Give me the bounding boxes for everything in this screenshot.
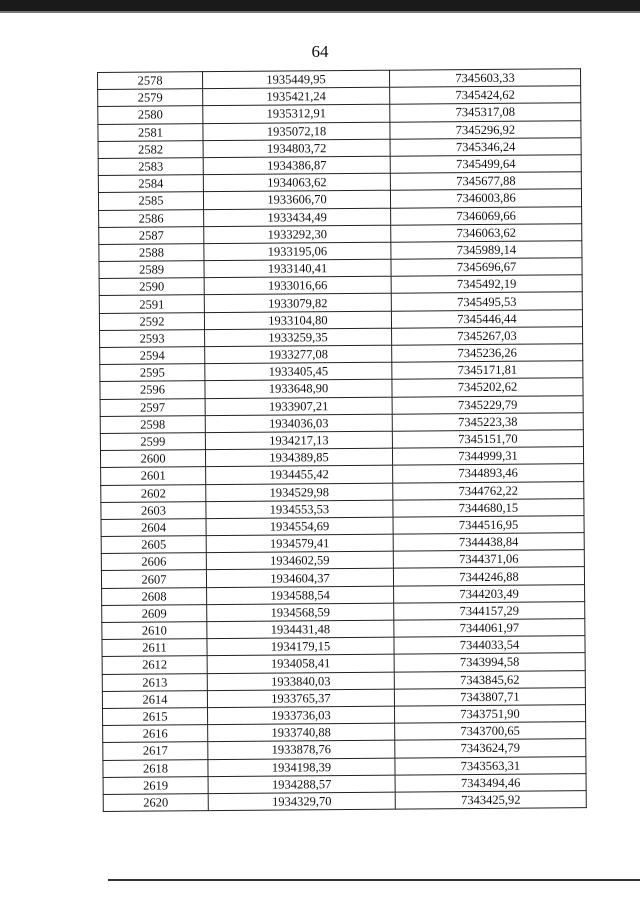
point-number-cell: 2605 xyxy=(101,536,206,554)
point-number-cell: 2583 xyxy=(98,158,203,176)
y-coordinate-cell: 7345495,53 xyxy=(391,292,582,311)
x-coordinate-cell: 1934389,85 xyxy=(205,448,392,467)
x-coordinate-cell: 1933736,03 xyxy=(207,706,394,725)
point-number-cell: 2594 xyxy=(100,347,205,365)
x-coordinate-cell: 1933195,06 xyxy=(204,242,391,261)
x-coordinate-cell: 1934431,48 xyxy=(207,620,394,639)
y-coordinate-cell: 7343845,62 xyxy=(394,670,585,689)
point-number-cell: 2611 xyxy=(102,639,207,657)
coordinates-table xyxy=(97,68,587,812)
y-coordinate-cell: 7345603,33 xyxy=(389,69,580,88)
point-number-cell: 2593 xyxy=(100,329,205,347)
point-number-cell: 2612 xyxy=(102,656,207,674)
x-coordinate-cell: 1933840,03 xyxy=(207,672,394,691)
point-number-cell: 2617 xyxy=(103,742,208,760)
point-number-cell: 2614 xyxy=(102,690,207,708)
x-coordinate-cell: 1934288,57 xyxy=(208,775,395,794)
x-coordinate-cell: 1933878,76 xyxy=(208,740,395,759)
y-coordinate-cell: 7344033,54 xyxy=(394,636,585,655)
x-coordinate-cell: 1934198,39 xyxy=(208,758,395,777)
y-coordinate-cell: 7343751,90 xyxy=(394,705,585,724)
y-coordinate-cell: 7343425,92 xyxy=(395,791,586,810)
x-coordinate-cell: 1933104,80 xyxy=(204,311,391,330)
point-number-cell: 2599 xyxy=(100,433,205,451)
scan-bottom-line xyxy=(108,879,640,881)
x-coordinate-cell: 1934553,53 xyxy=(206,500,393,519)
point-number-cell: 2613 xyxy=(102,673,207,691)
point-number-cell: 2588 xyxy=(99,244,204,262)
x-coordinate-cell: 1934588,54 xyxy=(207,586,394,605)
y-coordinate-cell: 7343807,71 xyxy=(394,687,585,706)
point-number-cell: 2598 xyxy=(100,415,205,433)
table-row xyxy=(103,791,586,812)
point-number-cell: 2578 xyxy=(98,72,203,90)
point-number-cell: 2589 xyxy=(99,261,204,279)
y-coordinate-cell: 7346003,86 xyxy=(390,189,581,208)
point-number-cell: 2579 xyxy=(98,89,203,107)
point-number-cell: 2616 xyxy=(103,725,208,743)
y-coordinate-cell: 7345202,62 xyxy=(392,378,583,397)
x-coordinate-cell: 1933907,21 xyxy=(205,397,392,416)
y-coordinate-cell: 7344999,31 xyxy=(392,447,583,466)
point-number-cell: 2585 xyxy=(98,192,203,210)
x-coordinate-cell: 1933765,37 xyxy=(207,689,394,708)
x-coordinate-cell: 1933259,35 xyxy=(205,328,392,347)
coordinates-table-wrapper xyxy=(97,68,583,812)
y-coordinate-cell: 7343624,79 xyxy=(395,739,586,758)
y-coordinate-cell: 7346063,62 xyxy=(391,223,582,242)
x-coordinate-cell: 1933740,88 xyxy=(208,723,395,742)
x-coordinate-cell: 1933277,08 xyxy=(205,345,392,364)
x-coordinate-cell: 1933648,90 xyxy=(205,380,392,399)
point-number-cell: 2602 xyxy=(101,484,206,502)
x-coordinate-cell: 1934554,69 xyxy=(206,517,393,536)
point-number-cell: 2619 xyxy=(103,776,208,794)
y-coordinate-cell: 7344157,29 xyxy=(394,601,585,620)
x-coordinate-cell: 1934602,59 xyxy=(206,551,393,570)
x-coordinate-cell: 1934063,62 xyxy=(203,173,390,192)
y-coordinate-cell: 7343994,58 xyxy=(394,653,585,672)
y-coordinate-cell: 7344371,06 xyxy=(393,550,584,569)
page-number: 64 xyxy=(311,42,329,61)
scan-top-border-edge xyxy=(0,11,640,13)
point-number-cell: 2590 xyxy=(99,278,204,296)
x-coordinate-cell: 1934036,03 xyxy=(205,414,392,433)
y-coordinate-cell: 7345267,03 xyxy=(392,327,583,346)
y-coordinate-cell: 7345171,81 xyxy=(392,361,583,380)
point-number-cell: 2587 xyxy=(99,226,204,244)
point-number-cell: 2607 xyxy=(101,570,206,588)
x-coordinate-cell: 1934604,37 xyxy=(206,569,393,588)
y-coordinate-cell: 7345424,62 xyxy=(390,86,581,105)
y-coordinate-cell: 7345989,14 xyxy=(391,241,582,260)
x-coordinate-cell: 1934058,41 xyxy=(207,655,394,674)
y-coordinate-cell: 7344762,22 xyxy=(393,481,584,500)
y-coordinate-cell: 7345296,92 xyxy=(390,120,581,139)
y-coordinate-cell: 7343700,65 xyxy=(395,722,586,741)
x-coordinate-cell: 1935072,18 xyxy=(203,122,390,141)
x-coordinate-cell: 1933405,45 xyxy=(205,362,392,381)
x-coordinate-cell: 1934217,13 xyxy=(205,431,392,450)
y-coordinate-cell: 7344516,95 xyxy=(393,516,584,535)
y-coordinate-cell: 7345151,70 xyxy=(392,430,583,449)
y-coordinate-cell: 7345499,64 xyxy=(390,155,581,174)
point-number-cell: 2600 xyxy=(100,450,205,468)
y-coordinate-cell: 7344246,88 xyxy=(393,567,584,586)
y-coordinate-cell: 7345223,38 xyxy=(392,412,583,431)
scan-top-border xyxy=(0,0,640,11)
coordinates-table-body xyxy=(98,69,587,812)
x-coordinate-cell: 1934386,87 xyxy=(203,156,390,175)
x-coordinate-cell: 1933606,70 xyxy=(203,191,390,210)
point-number-cell: 2620 xyxy=(103,794,208,812)
x-coordinate-cell: 1934455,42 xyxy=(206,466,393,485)
point-number-cell: 2581 xyxy=(98,123,203,141)
point-number-cell: 2610 xyxy=(102,622,207,640)
x-coordinate-cell: 1935312,91 xyxy=(203,105,390,124)
x-coordinate-cell: 1933140,41 xyxy=(204,259,391,278)
point-number-cell: 2596 xyxy=(100,381,205,399)
point-number-cell: 2601 xyxy=(101,467,206,485)
x-coordinate-cell: 1934803,72 xyxy=(203,139,390,158)
point-number-cell: 2597 xyxy=(100,398,205,416)
point-number-cell: 2595 xyxy=(100,364,205,382)
y-coordinate-cell: 7345236,26 xyxy=(392,344,583,363)
x-coordinate-cell: 1935449,95 xyxy=(203,70,390,89)
x-coordinate-cell: 1934568,59 xyxy=(207,603,394,622)
point-number-cell: 2615 xyxy=(102,708,207,726)
y-coordinate-cell: 7344680,15 xyxy=(393,498,584,517)
point-number-cell: 2584 xyxy=(98,175,203,193)
x-coordinate-cell: 1933292,30 xyxy=(204,225,391,244)
point-number-cell: 2618 xyxy=(103,759,208,777)
y-coordinate-cell: 7345346,24 xyxy=(390,137,581,156)
x-coordinate-cell: 1934329,70 xyxy=(208,792,395,811)
point-number-cell: 2606 xyxy=(101,553,206,571)
y-coordinate-cell: 7343563,31 xyxy=(395,756,586,775)
x-coordinate-cell: 1933434,49 xyxy=(204,208,391,227)
point-number-cell: 2586 xyxy=(99,209,204,227)
point-number-cell: 2609 xyxy=(102,604,207,622)
y-coordinate-cell: 7344438,84 xyxy=(393,533,584,552)
x-coordinate-cell: 1934179,15 xyxy=(207,637,394,656)
point-number-cell: 2591 xyxy=(99,295,204,313)
y-coordinate-cell: 7345229,79 xyxy=(392,395,583,414)
y-coordinate-cell: 7343494,46 xyxy=(395,773,586,792)
x-coordinate-cell: 1933016,66 xyxy=(204,276,391,295)
y-coordinate-cell: 7345446,44 xyxy=(391,309,582,328)
x-coordinate-cell: 1934579,41 xyxy=(206,534,393,553)
y-coordinate-cell: 7345677,88 xyxy=(390,172,581,191)
x-coordinate-cell: 1934529,98 xyxy=(206,483,393,502)
point-number-cell: 2608 xyxy=(102,587,207,605)
y-coordinate-cell: 7345317,08 xyxy=(390,103,581,122)
y-coordinate-cell: 7344203,49 xyxy=(394,584,585,603)
point-number-cell: 2592 xyxy=(99,312,204,330)
point-number-cell: 2582 xyxy=(98,140,203,158)
x-coordinate-cell: 1935421,24 xyxy=(203,87,390,106)
point-number-cell: 2604 xyxy=(101,519,206,537)
y-coordinate-cell: 7344061,97 xyxy=(394,619,585,638)
x-coordinate-cell: 1933079,82 xyxy=(204,294,391,313)
y-coordinate-cell: 7346069,66 xyxy=(391,206,582,225)
point-number-cell: 2603 xyxy=(101,501,206,519)
point-number-cell: 2580 xyxy=(98,106,203,124)
y-coordinate-cell: 7344893,46 xyxy=(393,464,584,483)
y-coordinate-cell: 7345492,19 xyxy=(391,275,582,294)
y-coordinate-cell: 7345696,67 xyxy=(391,258,582,277)
